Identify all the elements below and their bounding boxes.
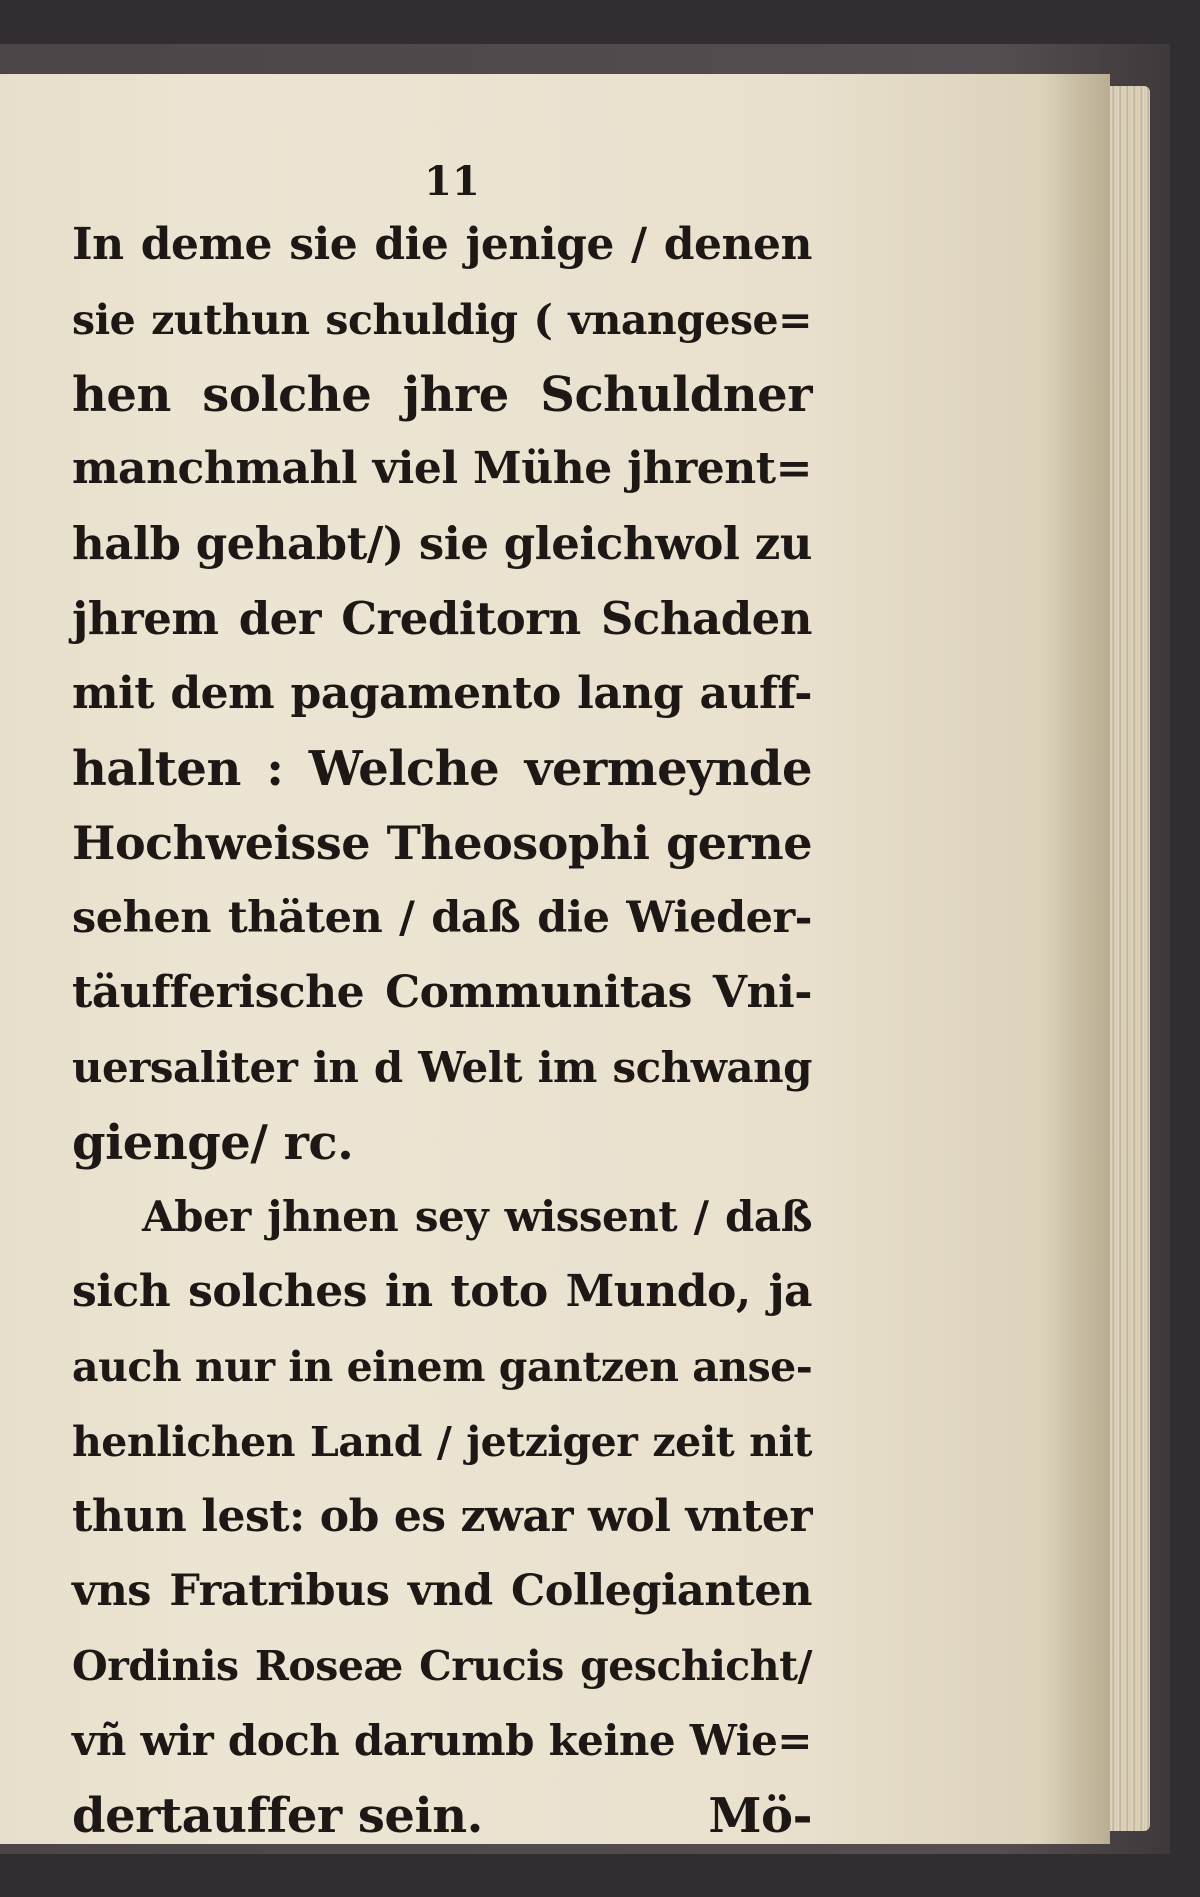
text-line: vñ wir doch darumb keine Wie= (72, 1715, 812, 1765)
gutter-shadow (1040, 74, 1110, 1844)
text-line: auch nur in einem gantzen anse- (72, 1342, 813, 1391)
text-line: sehen thäten / daß die Wieder- (72, 893, 812, 944)
text-line: henlichen Land / jetziger zeit nit (72, 1417, 812, 1466)
paragraph-start-line: Aber jhnen sey wissent / daß (142, 1192, 812, 1242)
text-line: sie zuthun schuldig ( vnangese= (72, 295, 812, 344)
text-line: vns Fratribus vnd Collegianten (72, 1566, 812, 1617)
text-line: hen solche jhre Schuldner (72, 366, 812, 423)
text-line: manchmahl viel Mühe jhrent= (72, 443, 812, 495)
text-line: halten : Welche vermeynde (72, 740, 812, 797)
text-line: uersaliter in d Welt im schwang (72, 1042, 812, 1092)
catchword: Mö- (708, 1787, 812, 1844)
text-line: sich solches in toto Mundo, ja (72, 1266, 812, 1318)
text-line: Hochweisse Theosophi gerne (72, 816, 812, 871)
text-line: halb gehabt/) sie gleichwol zu (72, 517, 812, 571)
last-line (72, 1779, 812, 1854)
text-line: thun lest: ob es zwar wol vnter (72, 1490, 812, 1542)
text-line: jhrem der Creditorn Schaden (72, 591, 812, 645)
text-line: Ordinis Roseæ Crucis geschicht/ (72, 1642, 812, 1691)
text-line: gienge/ rc. (72, 1114, 354, 1171)
text-line-end: dertauffer sein. (72, 1787, 483, 1844)
page-number: 11 (424, 158, 480, 205)
page-text (72, 156, 812, 1854)
text-line: In deme sie die jenige / denen (72, 219, 812, 270)
text-line: mit dem pagamento lang auff- (72, 667, 812, 719)
text-line: täufferische Communitas Vni- (72, 966, 812, 1018)
